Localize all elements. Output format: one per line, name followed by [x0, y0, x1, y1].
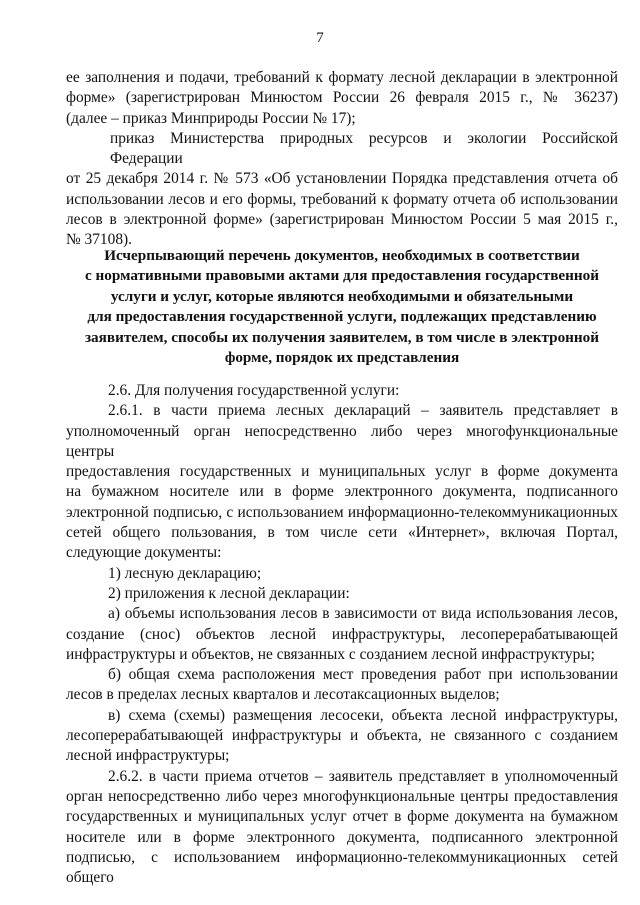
text-line: следующие документы: — [66, 544, 222, 562]
section-body — [66, 381, 618, 888]
text-line: лесов в электронной форме» (зарегистрирован Минюстом России 5 мая 2015 г., — [66, 211, 618, 229]
text-line: подписью, с использованием информационно-телекоммуникационных сетей общего — [66, 848, 618, 887]
text-line: 2.6.1. в части приема лесных деклараций – заявитель представляет в — [108, 402, 618, 420]
heading-line: для предоставления государственной услуги, подлежащих представлению — [87, 308, 597, 326]
text-line: б) общая схема расположения мест проведения работ при использовании — [108, 666, 618, 684]
text-line: лесной инфраструктуры; — [66, 747, 230, 765]
list-item-v — [66, 706, 618, 767]
heading-line: с нормативными правовыми актами для предоставления государственной — [85, 267, 599, 285]
heading-line: услуги и услуг, которые являются необходимыми и обязательными — [110, 287, 574, 305]
list-item-1: 1) лесную декларацию; — [108, 564, 262, 582]
paragraph-2-6-2 — [66, 767, 618, 889]
text-line: инфраструктуры и объектов, не связанных с созданием лесной инфраструктуры; — [66, 645, 595, 663]
text-line: предоставления государственных и муниципальных услуг в форме документа — [66, 463, 618, 481]
text-line: а) объемы использования лесов в зависимости от вида использования лесов, — [108, 605, 618, 623]
text-line: сетей общего пользования, в том числе сети «Интернет», включая Портал, — [66, 524, 618, 542]
list-item-a — [66, 604, 618, 665]
text-line: от 25 декабря 2014 г. № 573 «Об установлении Порядка представления отчета об — [66, 170, 618, 188]
text-line: уполномоченный орган непосредственно либо через многофункциональные центры — [66, 422, 618, 460]
text-line: лесоперерабатывающей инфраструктуры и объекта, не связанного с созданием — [66, 727, 618, 745]
text-line: создание (снос) объектов лесной инфраструктуры, лесоперерабатывающей — [66, 625, 618, 643]
text-line: орган непосредственно либо через многофункциональные центры предоставления — [66, 787, 618, 805]
text-line: (далее – приказ Минприроды России № 17); — [66, 109, 356, 127]
text-line: ее заполнения и подачи, требований к формату лесной декларации в электронной — [66, 69, 618, 86]
text-line: в) схема (схемы) размещения лесосеки, объекта лесной инфраструктуры, — [108, 706, 618, 724]
text-line: приказ Министерства природных ресурсов и экологии Российской Федерации — [110, 129, 618, 168]
text-line: на бумажном носителе или в форме электронного документа, подписанного — [66, 483, 618, 501]
text-line: форме» (зарегистрирован Минюстом России 26 февраля 2015 г., № 36237) — [66, 89, 618, 107]
text-line: 2.6.2. в части приема отчетов – заявитель представляет в уполномоченный — [108, 767, 618, 785]
text-line: государственных и муниципальных услуг отчет в форме документа на бумажном — [66, 808, 618, 826]
text-line: № 37108). — [66, 231, 132, 249]
page-number: 7 — [316, 30, 324, 46]
list-item-b — [66, 665, 618, 706]
paragraph-2-6-1 — [66, 401, 618, 563]
text-line: использовании лесов и его формы, требований к формату отчета об использовании — [66, 190, 618, 208]
text-line: носителе или в форме электронного документа, подписанного электронной — [66, 828, 618, 846]
heading-line: заявителем, способы их получения заявителем, в том числе в электронной — [84, 328, 600, 346]
text-line: электронной подписью, с использованием информационно-телекоммуникационных — [66, 503, 618, 521]
heading-line: Исчерпывающий перечень документов, необходимых в соответствии — [104, 247, 580, 264]
list-item-2: 2) приложения к лесной декларации: — [108, 584, 350, 602]
intro-block — [66, 68, 618, 251]
intro-paragraph-2 — [66, 129, 618, 251]
text-line: лесов в пределах лесных кварталов и лесотаксационных выделов; — [66, 686, 500, 704]
paragraph-2-6: 2.6. Для получения государственной услуги: — [108, 382, 400, 399]
heading-line: форме, порядок их представления — [224, 349, 460, 367]
intro-paragraph-1 — [66, 68, 618, 129]
section-heading — [66, 246, 618, 368]
